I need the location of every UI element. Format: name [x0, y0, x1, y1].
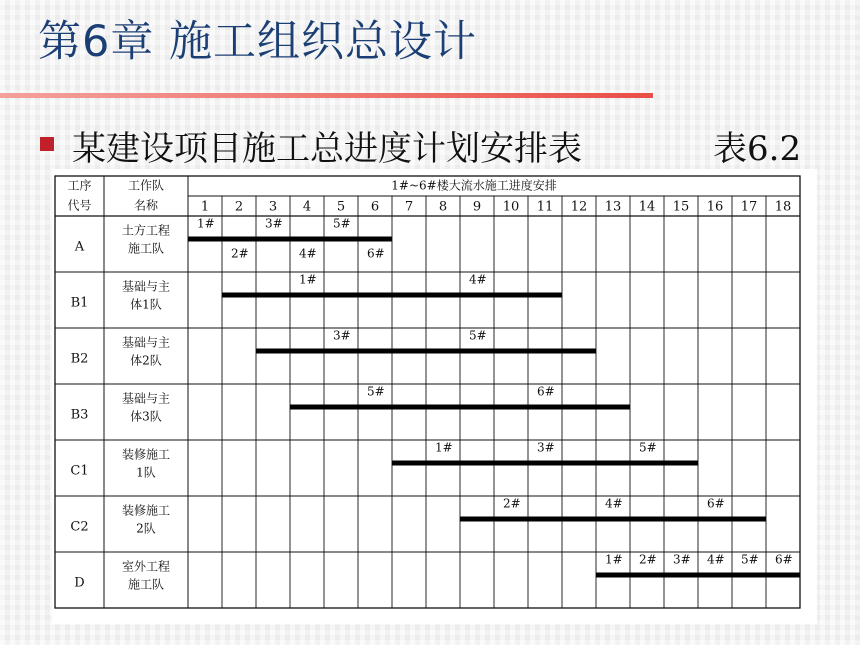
column-number: 7: [404, 199, 414, 215]
column-number: 1: [200, 199, 210, 215]
building-label: 2#: [231, 246, 249, 261]
header-team-name: 工作队: [127, 178, 165, 193]
column-number: 9: [472, 199, 482, 215]
schedule-bar: [256, 349, 596, 354]
building-label: 3#: [673, 552, 691, 567]
row-team-name: 装修施工: [121, 503, 171, 518]
building-label: 2#: [639, 552, 657, 567]
building-label: 6#: [707, 496, 725, 511]
row-team-name: 基础与主: [121, 391, 171, 406]
row-code: A: [74, 239, 85, 255]
schedule-bar: [222, 293, 562, 298]
building-label: 5#: [469, 328, 487, 343]
column-number: 8: [438, 199, 448, 215]
column-number: 16: [706, 199, 724, 215]
building-label: 5#: [639, 440, 657, 455]
column-number: 4: [302, 199, 312, 215]
schedule-table: [52, 169, 817, 624]
row-team-name: 体1队: [130, 297, 162, 312]
column-number: 5: [336, 199, 346, 215]
header-team-name: 名称: [133, 198, 159, 213]
row-code: C2: [70, 519, 89, 535]
column-number: 2: [234, 199, 244, 215]
building-label: 6#: [537, 384, 555, 399]
column-number: 6: [370, 199, 380, 215]
table-caption: 某建设项目施工总进度计划安排表: [72, 129, 582, 169]
row-team-name: 装修施工: [121, 447, 171, 462]
schedule-bar: [290, 405, 630, 410]
building-label: 3#: [265, 216, 283, 231]
building-label: 5#: [741, 552, 759, 567]
building-label: 4#: [299, 246, 317, 261]
bullet-icon: [40, 137, 54, 151]
column-number: 14: [638, 199, 656, 215]
schedule-bar: [596, 573, 800, 578]
building-label: 1#: [435, 440, 453, 455]
row-team-name: 体2队: [130, 353, 162, 368]
title-underline: [0, 93, 653, 98]
header-proc-code: 代号: [67, 198, 92, 213]
building-label: 4#: [605, 496, 623, 511]
row-team-name: 基础与主: [121, 335, 171, 350]
row-team-name: 土方工程: [121, 223, 171, 238]
row-code: B3: [70, 407, 89, 423]
table-number: 表6.2: [713, 129, 802, 169]
column-number: 17: [740, 199, 758, 215]
column-number: 12: [570, 199, 588, 215]
row-code: D: [74, 575, 85, 591]
slide-title: 第6章 施工组织总设计: [38, 17, 478, 67]
building-label: 4#: [707, 552, 725, 567]
building-label: 4#: [469, 272, 487, 287]
column-number: 11: [536, 199, 554, 215]
column-number: 18: [774, 199, 792, 215]
row-code: B2: [70, 351, 89, 367]
row-team-name: 2队: [136, 521, 156, 536]
header-proc-code: 工序: [67, 178, 92, 193]
building-label: 1#: [299, 272, 317, 287]
column-number: 15: [672, 199, 690, 215]
building-label: 2#: [503, 496, 521, 511]
schedule-bar: [188, 237, 392, 242]
building-label: 3#: [537, 440, 555, 455]
row-code: C1: [70, 463, 89, 479]
row-code: B1: [70, 295, 89, 311]
column-number: 3: [268, 199, 278, 215]
row-team-name: 基础与主: [121, 279, 171, 294]
row-team-name: 施工队: [127, 241, 165, 256]
schedule-grid: [52, 169, 817, 624]
schedule-bar: [392, 461, 698, 466]
building-label: 6#: [367, 246, 385, 261]
building-label: 1#: [605, 552, 623, 567]
column-number: 10: [502, 199, 520, 215]
building-label: 1#: [197, 216, 215, 231]
building-label: 5#: [333, 216, 351, 231]
column-number: 13: [604, 199, 622, 215]
row-team-name: 体3队: [130, 409, 162, 424]
building-label: 3#: [333, 328, 351, 343]
schedule-title: 1#~6#楼大流水施工进度安排: [391, 178, 557, 193]
building-label: 6#: [775, 552, 793, 567]
schedule-bar: [460, 517, 766, 522]
row-team-name: 1队: [136, 465, 156, 480]
row-team-name: 施工队: [127, 577, 165, 592]
row-team-name: 室外工程: [121, 559, 171, 574]
building-label: 5#: [367, 384, 385, 399]
